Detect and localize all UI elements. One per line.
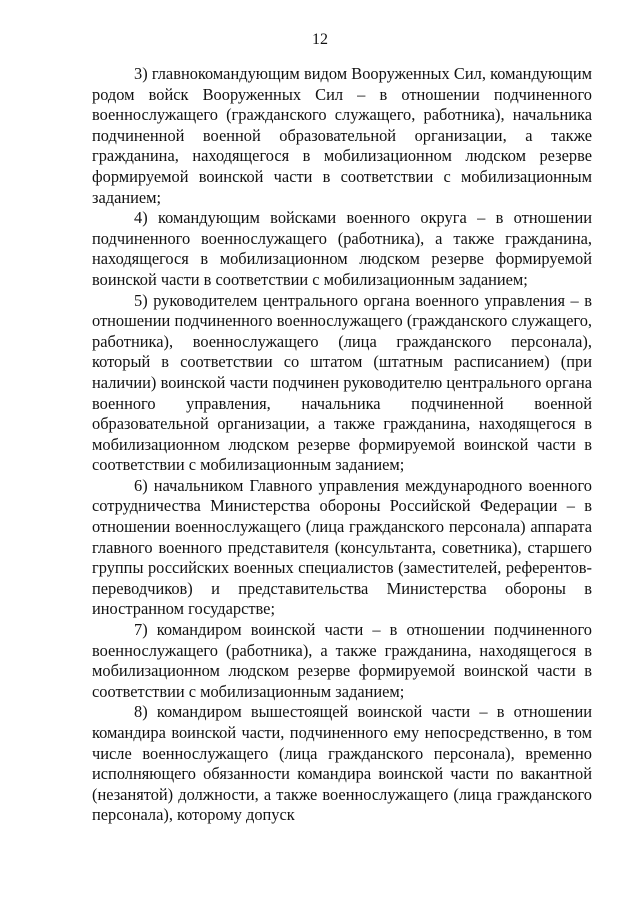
paragraph-item-8: 8) командиром вышестоящей воинской части – в отношении командира воинской части, подчиненного ему непосредственно, в том числе военнослужащего (лица гражданского персонала), временно исполняющего обязанности командира воинской части по вакантной (незанятой) должности, а также военнослужащего (лица гражданского персонала), которому допуск	[92, 702, 592, 825]
paragraph-item-5: 5) руководителем центрального органа военного управления – в отношении подчиненного военнослужащего (гражданского служащего, работника), военнослужащего (лица гражданского персонала), который в соответствии со штатом (штатным расписанием) (при наличии) воинской части подчинен руководителю центрального органа военного управления, начальника подчиненной военной образовательной организации, а также гражданина, находящегося в мобилизационном людском резерве формируемой воинской части в соответствии с мобилизационным заданием;	[92, 290, 592, 475]
paragraph-item-4: 4) командующим войсками военного округа – в отношении подчиненного военнослужащего (работника), а также гражданина, находящегося в мобилизационном людском резерве формируемой воинской части в соответствии с мобилизационным заданием;	[92, 208, 592, 289]
page-number: 12	[312, 31, 328, 48]
paragraph-item-6: 6) начальником Главного управления международного военного сотрудничества Министерства обороны Российской Федерации – в отношении военнослужащего (лица гражданского персонала) аппарата главного военного представителя (консультанта, советника), старшего группы российских военных специалистов (заместителей, референтов-переводчиков) и представительства Министерства обороны в иностранном государстве;	[92, 475, 592, 619]
document-body	[92, 64, 592, 826]
paragraph-item-7: 7) командиром воинской части – в отношении подчиненного военнослужащего (работника), а также гражданина, находящегося в мобилизационном людском резерве формируемой воинской части в соответствии с мобилизационным заданием;	[92, 620, 592, 701]
paragraph-item-3: 3) главнокомандующим видом Вооруженных Сил, командующим родом войск Вооруженных Сил – в отношении подчиненного военнослужащего (гражданского служащего, работника), начальника подчиненной военной образовательной организации, а также гражданина, находящегося в мобилизационном людском резерве формируемой воинской части в соответствии с мобилизационным заданием;	[92, 64, 592, 207]
